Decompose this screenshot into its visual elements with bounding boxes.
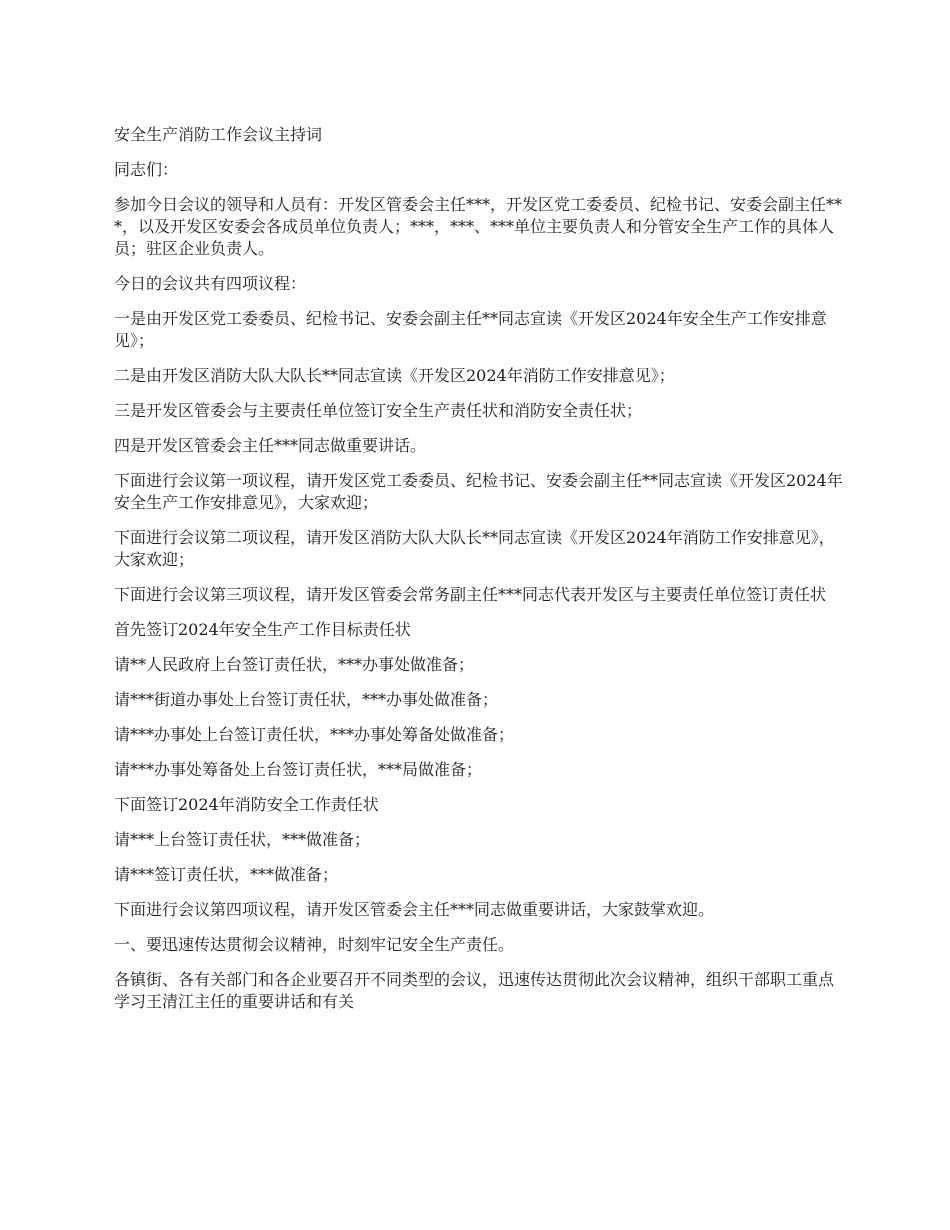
- paragraph-agenda-intro: 今日的会议共有四项议程：: [114, 274, 307, 293]
- document-title: 安全生产消防工作会议主持词: [114, 125, 323, 144]
- signing-line: 请***街道办事处上台签订责任状，***办事处做准备；: [114, 690, 499, 709]
- paragraph-agenda-step-2: 下面进行会议第二项议程，请开发区消防大队大队长**同志宣读《开发区2024年消防工作安排意见》，大家欢迎；: [114, 528, 835, 569]
- signing-line: 请***办事处筹备处上台签订责任状，***局做准备；: [114, 760, 483, 779]
- document-body: [114, 124, 844, 1026]
- agenda-item-4: 四是开发区管委会主任***同志做重要讲话。: [114, 436, 427, 455]
- paragraph-agenda-step-4: 下面进行会议第四项议程，请开发区管委会主任***同志做重要讲话，大家鼓掌欢迎。: [114, 900, 715, 919]
- signing-line: 请***签订责任状，***做准备；: [114, 865, 339, 884]
- signing-line: 请**人民政府上台签订责任状，***办事处做准备；: [114, 655, 475, 674]
- paragraph-agenda-step-1: 下面进行会议第一项议程，请开发区党工委委员、纪检书记、安委会副主任**同志宣读《开发区2024年安全生产工作安排意见》，大家欢迎；: [114, 471, 843, 512]
- paragraph-agenda-step-3: 下面进行会议第三项议程，请开发区管委会常务副主任***同志代表开发区与主要责任单位签订责任状: [114, 585, 827, 604]
- agenda-item-1: 一是由开发区党工委委员、纪检书记、安委会副主任**同志宣读《开发区2024年安全生产工作安排意见》；: [114, 309, 827, 350]
- agenda-item-2: 二是由开发区消防大队大队长**同志宣读《开发区2024年消防工作安排意见》；: [114, 366, 675, 385]
- salutation: 同志们：: [114, 160, 179, 179]
- paragraph-section-1-body: 各镇街、各有关部门和各企业要召开不同类型的会议，迅速传达贯彻此次会议精神，组织干部职工重点学习王清江主任的重要讲话和有关: [114, 970, 835, 1011]
- section-heading-1: 一、要迅速传达贯彻会议精神，时刻牢记安全生产责任。: [114, 935, 515, 954]
- paragraph-fire-responsibility-heading: 下面签订2024年消防安全工作责任状: [114, 795, 379, 814]
- agenda-item-3: 三是开发区管委会与主要责任单位签订安全生产责任状和消防安全责任状；: [114, 401, 643, 420]
- signing-line: 请***办事处上台签订责任状，***办事处筹备处做准备；: [114, 725, 515, 744]
- paragraph-attendees: 参加今日会议的领导和人员有：开发区管委会主任***，开发区党工委委员、纪检书记、安委会副主任***，以及开发区安委会各成员单位负责人；***，***、***单位主要负责人和分管安全生产工作的具体人员；驻区企业负责人。: [114, 195, 843, 258]
- signing-line: 请***上台签订责任状，***做准备；: [114, 830, 371, 849]
- paragraph-safety-responsibility-heading: 首先签订2024年安全生产工作目标责任状: [114, 620, 411, 639]
